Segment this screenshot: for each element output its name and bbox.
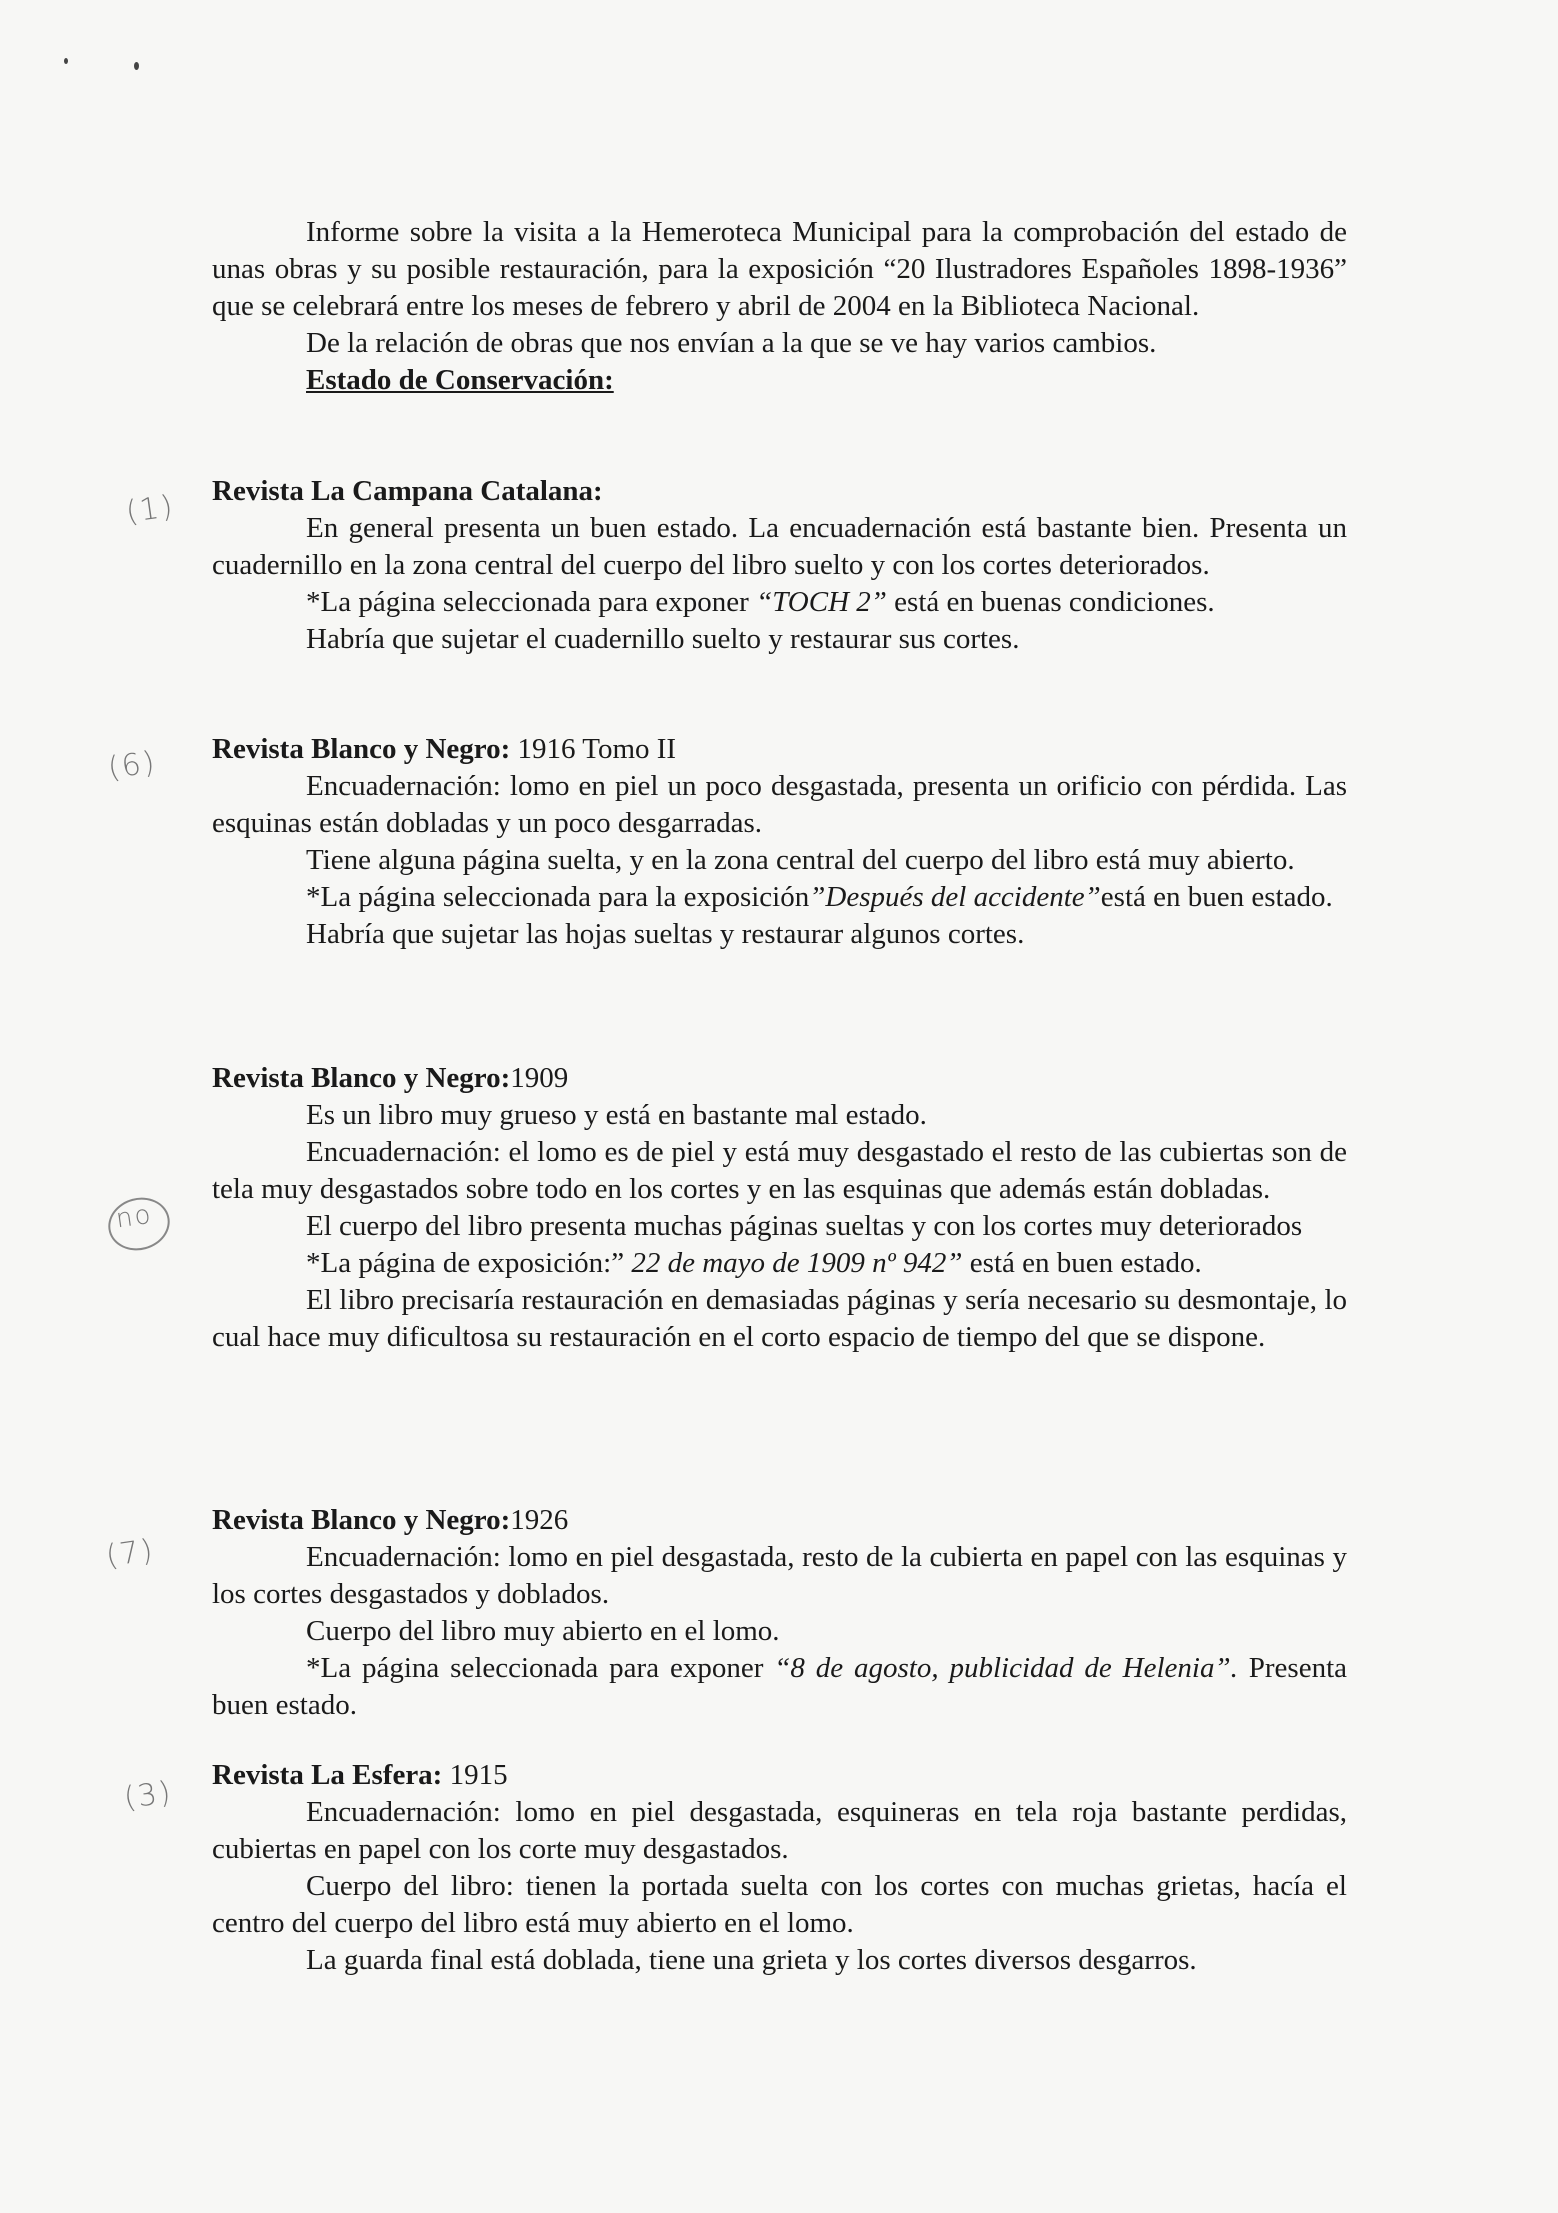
margin-note-1: (1) — [123, 488, 177, 531]
section-blanco-y-negro-1926 — [212, 1502, 1347, 1724]
margin-note-6: (6) — [105, 744, 159, 787]
section-title-name: Revista Blanco y Negro: — [212, 1062, 511, 1094]
paragraph: Encuadernación: el lomo es de piel y está muy desgastado el resto de las cubiertas son de tela muy desgastados sobre todo en los cortes y en las esquinas que además están dobladas. — [212, 1136, 1347, 1205]
paragraph: Encuadernación: lomo en piel un poco desgastada, presenta un orificio con pérdida. Las esquinas están dobladas y un poco desgarradas. — [212, 770, 1347, 839]
section-title-name: Revista Blanco y Negro: — [212, 733, 511, 765]
paragraph: Encuadernación: lomo en piel desgastada, esquineras en tela roja bastante perdidas, cubiertas en papel con los corte muy desgastados. — [212, 1796, 1347, 1865]
selected-page-title: “8 de agosto, publicidad de Helenia”. — [774, 1652, 1238, 1684]
section-title-name: Revista Blanco y Negro: — [212, 1504, 511, 1536]
section-title: Revista La Campana Catalana: — [212, 475, 603, 507]
section-la-campana-catalana — [212, 473, 1347, 658]
section-title-suffix: 1909 — [510, 1062, 569, 1094]
intro-block — [212, 214, 1347, 399]
section-blanco-y-negro-1909 — [212, 1060, 1347, 1356]
section-title — [212, 1060, 1347, 1097]
section-title — [212, 731, 1347, 768]
selected-page-title: “TOCH 2” — [756, 586, 887, 618]
margin-note-no: no — [114, 1199, 155, 1235]
paragraph — [212, 879, 1347, 916]
paragraph: Habría que sujetar el cuadernillo suelto y restaurar sus cortes. — [306, 623, 1020, 655]
text-run: está en buen estado. — [1100, 881, 1333, 913]
paragraph: El libro precisaría restauración en demasiadas páginas y sería necesario su desmontaje, lo cual hace muy dificultosa su restauración en el corto espacio de tiempo del que se dispone. — [212, 1284, 1347, 1353]
scan-speck — [64, 58, 68, 64]
paragraph: Cuerpo del libro muy abierto en el lomo. — [306, 1615, 780, 1647]
intro-paragraph: De la relación de obras que nos envían a la que se ve hay varios cambios. — [306, 327, 1157, 359]
intro-paragraph: Informe sobre la visita a la Hemeroteca Municipal para la comprobación del estado de unas obras y su posible restauración, para la exposición “20 Ilustradores Españoles 1898-1936” que se celebrará entre los meses de febrero y abril de 2004 en la Biblioteca Nacional. — [212, 216, 1347, 322]
margin-note-7: (7) — [103, 1532, 157, 1575]
text-run: Presenta buen estado. — [212, 1652, 1348, 1721]
section-title-suffix: 1916 Tomo II — [510, 733, 677, 765]
text-run: *La página seleccionada para la exposición — [306, 881, 810, 913]
scan-speck — [134, 62, 139, 70]
paragraph: Tiene alguna página suelta, y en la zona central del cuerpo del libro está muy abierto. — [306, 844, 1295, 876]
text-run: *La página de exposición:” — [306, 1247, 632, 1279]
section-title — [212, 1757, 1347, 1794]
paragraph: La guarda final está doblada, tiene una grieta y los cortes diversos desgarros. — [306, 1944, 1197, 1976]
section-la-esfera-1915 — [212, 1757, 1347, 1979]
section-title-name: Revista La Esfera: — [212, 1759, 443, 1791]
paragraph: Encuadernación: lomo en piel desgastada, resto de la cubierta en papel con las esquinas y los cortes desgastados y doblados. — [212, 1541, 1347, 1610]
text-run: *La página seleccionada para exponer — [306, 586, 757, 618]
paragraph: El cuerpo del libro presenta muchas páginas sueltas y con los cortes muy deteriorados — [306, 1210, 1303, 1242]
selected-page-title: ”Después del accidente” — [809, 881, 1101, 913]
paragraph: Cuerpo del libro: tienen la portada suelta con los cortes con muchas grietas, hacía el centro del cuerpo del libro está muy abierto en el lomo. — [212, 1870, 1347, 1939]
paragraph: En general presenta un buen estado. La encuadernación está bastante bien. Presenta un cuadernillo en la zona central del cuerpo del libro suelto y con los cortes deteriorados. — [212, 512, 1347, 581]
section-title-suffix: 1915 — [442, 1759, 508, 1791]
selected-page-title: 22 de mayo de 1909 nº 942” — [631, 1247, 963, 1279]
section-heading: Estado de Conservación: — [306, 364, 614, 396]
section-title — [212, 1502, 1347, 1539]
paragraph — [212, 584, 1347, 621]
text-run: está en buen estado. — [962, 1247, 1202, 1279]
text-run: está en buenas condiciones. — [886, 586, 1215, 618]
text-run: *La página seleccionada para exponer — [306, 1652, 775, 1684]
section-title-suffix: 1926 — [510, 1504, 569, 1536]
paragraph — [212, 1650, 1347, 1724]
paragraph: Es un libro muy grueso y está en bastante mal estado. — [306, 1099, 927, 1131]
paragraph — [212, 1245, 1347, 1282]
margin-note-3: (3) — [121, 1774, 175, 1817]
paragraph: Habría que sujetar las hojas sueltas y restaurar algunos cortes. — [306, 918, 1025, 950]
section-blanco-y-negro-1916 — [212, 731, 1347, 953]
